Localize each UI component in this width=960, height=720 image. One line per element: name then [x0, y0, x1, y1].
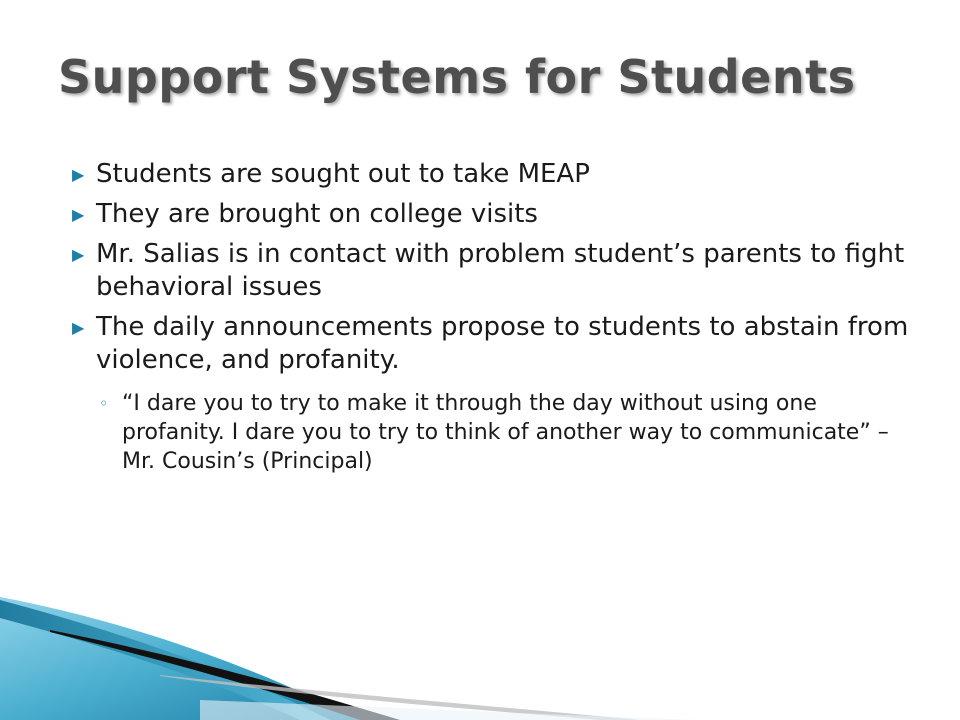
hollow-circle-bullet-icon: ◦: [99, 394, 109, 413]
bullet-list: [66, 158, 926, 476]
arrowhead-bullet-icon: ▶: [72, 245, 85, 264]
arrowhead-bullet-icon: ▶: [72, 318, 85, 337]
sub-bullet-text: “I dare you to try to make it through the day without using one profanity. I dare you to try to think of another way to communicate” –Mr. Cousin’s (Principal): [122, 391, 889, 474]
bullet-text: They are brought on college visits: [96, 199, 538, 229]
bullet-text: Students are sought out to take MEAP: [96, 159, 590, 189]
bullet-item: [66, 198, 926, 231]
bullet-text: Mr. Salias is in contact with problem student’s parents to fight behavioral issues: [96, 239, 905, 302]
bullet-item: [66, 238, 926, 304]
slide-title: Support Systems for Students: [58, 50, 856, 104]
bullet-item: [66, 311, 926, 377]
arrowhead-bullet-icon: ▶: [72, 205, 85, 224]
bullet-text: The daily announcements propose to students to abstain from violence, and profanity.: [96, 312, 909, 375]
sub-bullet-item: [66, 389, 902, 476]
arrowhead-bullet-icon: ▶: [72, 165, 85, 184]
bullet-item: [66, 158, 926, 191]
